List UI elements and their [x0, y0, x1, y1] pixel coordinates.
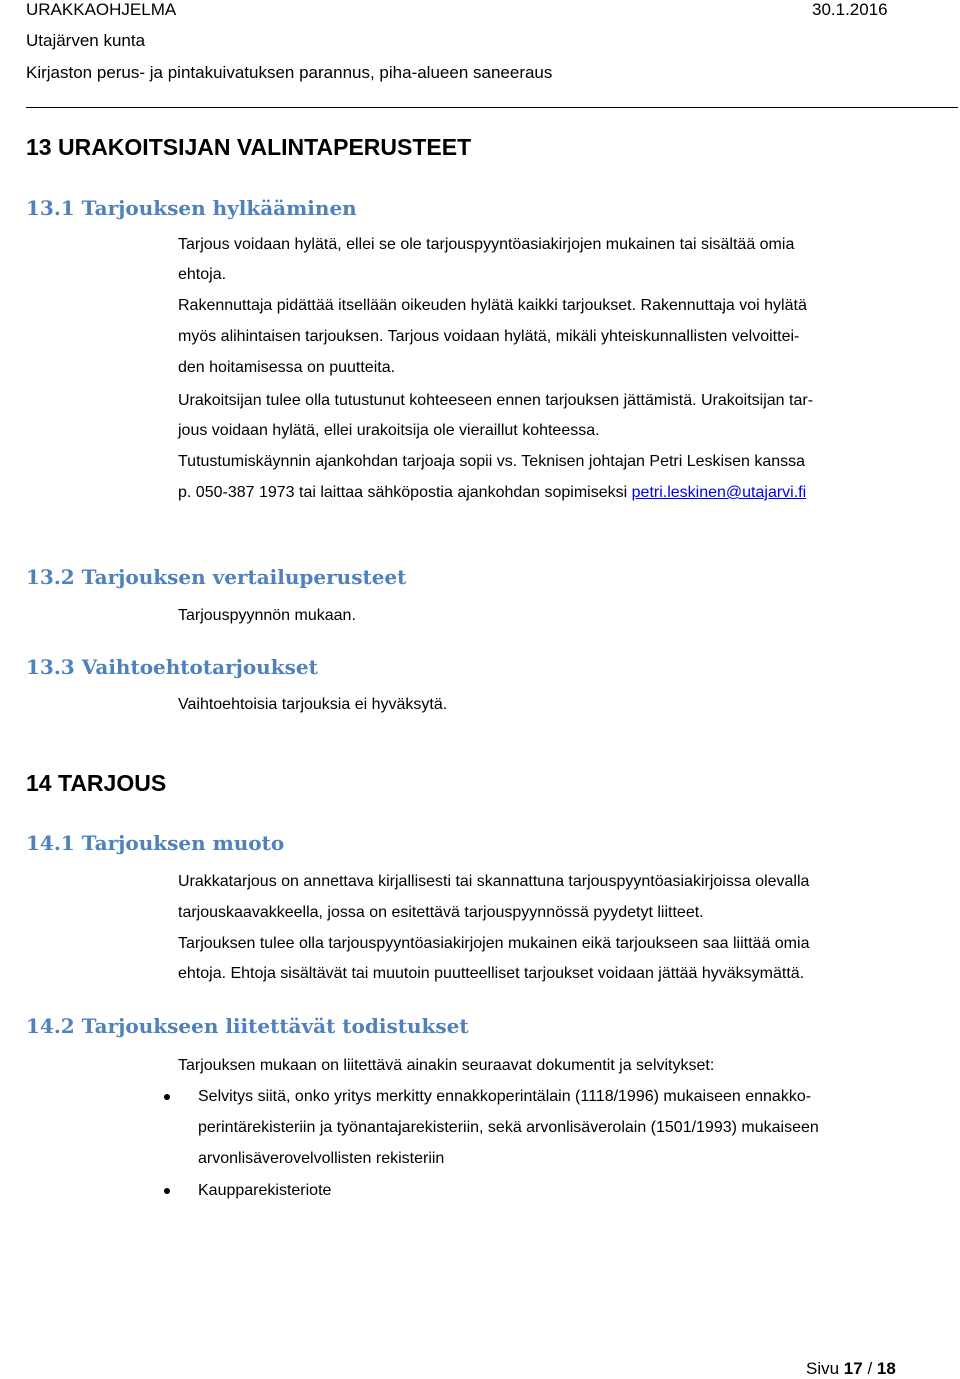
section-13-heading: 13 URAKOITSIJAN VALINTAPERUSTEET	[26, 134, 472, 160]
paragraph-line: Urakoitsijan tulee olla tutustunut kohteeseen ennen tarjouksen jättämistä. Urakoitsijan tar-	[178, 392, 814, 409]
paragraph-line: Rakennuttaja pidättää itsellään oikeuden hylätä kaikki tarjoukset. Rakennuttaja voi hylätä	[178, 297, 807, 314]
section-14-1-heading: 14.1 Tarjouksen muoto	[26, 831, 285, 855]
project-name: Kirjaston perus- ja pintakuivatuksen parannus, piha-alueen saneeraus	[26, 63, 553, 82]
section-13-3-heading: 13.3 Vaihtoehtotarjoukset	[26, 655, 318, 679]
municipality: Utajärven kunta	[26, 31, 146, 50]
section-13-1-heading: 13.1 Tarjouksen hylkääminen	[26, 196, 357, 220]
paragraph-line: Vaihtoehtoisia tarjouksia ei hyväksytä.	[178, 696, 448, 713]
section-14-heading: 14 TARJOUS	[26, 770, 167, 796]
paragraph-line: Tarjouksen tulee olla tarjouspyyntöasiakirjojen mukainen eikä tarjoukseen saa liittää omia	[178, 935, 810, 952]
paragraph-line: ehtoja. Ehtoja sisältävät tai muutoin puutteelliset tarjoukset voidaan jättää hyväksymättä.	[178, 965, 805, 982]
bullet-icon	[164, 1188, 170, 1194]
header-divider	[26, 107, 958, 108]
paragraph-line: ehtoja.	[178, 266, 227, 283]
total-pages: 18	[876, 1359, 896, 1378]
paragraph-line: Urakkatarjous on annettava kirjallisesti tai skannattuna tarjouspyyntöasiakirjoissa olevalla	[178, 873, 810, 890]
section-14-2-heading: 14.2 Tarjoukseen liitettävät todistukset	[26, 1014, 469, 1038]
paragraph-line: myös alihintaisen tarjouksen. Tarjous voidaan hylätä, mikäli yhteiskunnallisten velvoittei-	[178, 328, 800, 345]
paragraph-line: tarjouskaavakkeella, jossa on esitettävä tarjouspyynnössä pyydetyt liitteet.	[178, 904, 704, 921]
email-link[interactable]: petri.leskinen@utajarvi.fi	[631, 484, 807, 501]
list-item-line: perintärekisteriin ja työnantajarekisteriin, sekä arvonlisäverolain (1501/1993) mukaiseen	[198, 1119, 819, 1136]
paragraph-line: Tutustumiskäynnin ajankohdan tarjoaja sopii vs. Teknisen johtajan Petri Leskisen kanssa	[178, 453, 806, 470]
list-item: Kaupparekisteriote	[198, 1182, 332, 1199]
contact-line	[178, 483, 806, 503]
paragraph-line: Tarjouksen mukaan on liitettävä ainakin seuraavat dokumentit ja selvitykset:	[178, 1057, 715, 1074]
contact-text: p. 050-387 1973 tai laittaa sähköpostia ajankohdan sopimiseksi	[178, 484, 632, 501]
section-13-2-heading: 13.2 Tarjouksen vertailuperusteet	[26, 565, 407, 589]
paragraph-line: den hoitamisessa on puutteita.	[178, 359, 396, 376]
paragraph-line: Tarjous voidaan hylätä, ellei se ole tarjouspyyntöasiakirjojen mukainen tai sisältää omia	[178, 236, 795, 253]
document-title: URAKKAOHJELMA	[26, 0, 177, 19]
page-number: Sivu 17 / 18	[806, 1359, 896, 1378]
document-date: 30.1.2016	[812, 0, 888, 19]
bullet-icon	[164, 1094, 170, 1100]
current-page: 17	[843, 1359, 863, 1378]
paragraph-line: jous voidaan hylätä, ellei urakoitsija ole vieraillut kohteessa.	[178, 422, 600, 439]
paragraph-line: Tarjouspyynnön mukaan.	[178, 607, 356, 624]
list-item-line: Selvitys siitä, onko yritys merkitty ennakkoperintälain (1118/1996) mukaiseen ennakko-	[198, 1088, 812, 1105]
list-item-line: arvonlisäverovelvollisten rekisteriin	[198, 1150, 445, 1167]
